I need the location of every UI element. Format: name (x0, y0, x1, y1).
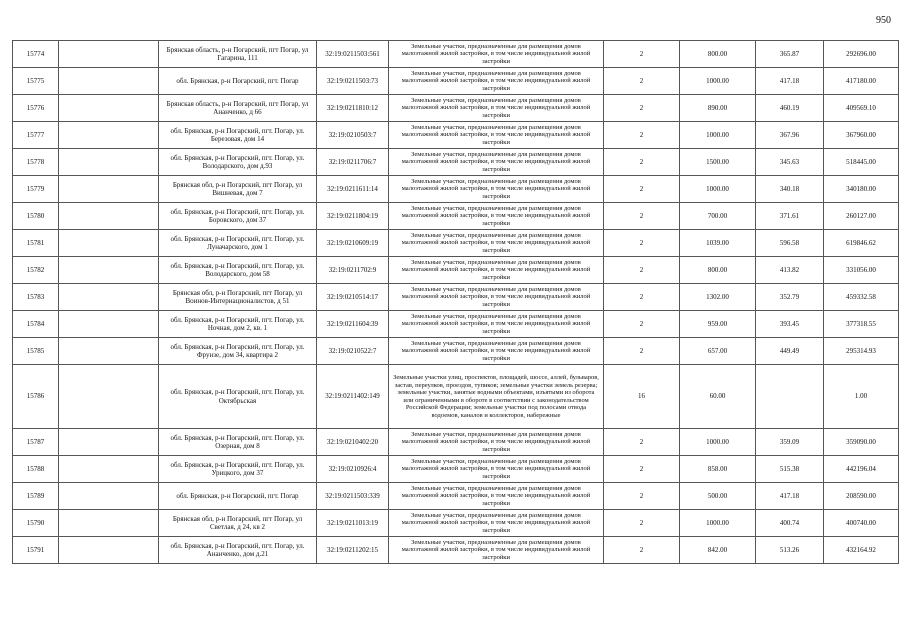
address-cell: обл. Брянская, р-н Погарский, пгт. Погар, ул. Ночная, дом 2, кв. 1 (159, 311, 317, 338)
address-cell: обл. Брянская, р-н Погарский, пгт. Погар, ул. Ананченко, дом д.21 (159, 537, 317, 564)
cadastral-value-cell: 1.00 (824, 365, 899, 429)
cadastral-number-cell: 32:19:0211604:39 (317, 311, 389, 338)
table-row (13, 122, 899, 149)
cadastral-number-cell: 32:19:0210503:7 (317, 122, 389, 149)
table-row (13, 176, 899, 203)
table-row (13, 365, 899, 429)
specific-value-cell: 413.82 (756, 257, 824, 284)
cadastral-value-cell: 417180.00 (824, 68, 899, 95)
cadastral-number-cell: 32:19:0211611:14 (317, 176, 389, 203)
area-cell: 1302.00 (680, 284, 756, 311)
area-cell: 700.00 (680, 203, 756, 230)
use-group-cell: 2 (604, 176, 680, 203)
use-group-cell: 2 (604, 510, 680, 537)
page-number: 950 (876, 15, 891, 26)
cadastral-value-cell: 359090.00 (824, 429, 899, 456)
cadastral-number-cell: 32:19:0210522:7 (317, 338, 389, 365)
cadastral-value-cell: 459332.58 (824, 284, 899, 311)
use-group-cell: 2 (604, 311, 680, 338)
land-use-cell: Земельные участки, предназначенные для размещения домов малоэтажной жилой застройки, в том числе индивидуальной жилой застройки (389, 483, 604, 510)
area-cell: 1000.00 (680, 176, 756, 203)
table-row (13, 203, 899, 230)
specific-value-cell: 417.18 (756, 68, 824, 95)
address-cell: обл. Брянская, р-н Погарский, пгт. Погар, ул. Луначарского, дом 1 (159, 230, 317, 257)
spacer-cell (59, 311, 159, 338)
cadastral-value-cell: 619846.62 (824, 230, 899, 257)
area-cell: 858.00 (680, 456, 756, 483)
table-row (13, 311, 899, 338)
row-number-cell: 15786 (13, 365, 59, 429)
table-row (13, 284, 899, 311)
row-number-cell: 15780 (13, 203, 59, 230)
use-group-cell: 2 (604, 41, 680, 68)
area-cell: 890.00 (680, 95, 756, 122)
address-cell: обл. Брянская, р-н Погарский, пгт. Погар, ул. Озерная, дом 8 (159, 429, 317, 456)
use-group-cell: 2 (604, 230, 680, 257)
cadastral-number-cell: 32:19:0211503:73 (317, 68, 389, 95)
specific-value-cell: 460.19 (756, 95, 824, 122)
row-number-cell: 15787 (13, 429, 59, 456)
area-cell: 842.00 (680, 537, 756, 564)
cadastral-value-cell: 518445.00 (824, 149, 899, 176)
area-cell: 1500.00 (680, 149, 756, 176)
table-row (13, 149, 899, 176)
specific-value-cell: 359.09 (756, 429, 824, 456)
cadastral-number-cell: 32:19:0211202:15 (317, 537, 389, 564)
table-row (13, 483, 899, 510)
row-number-cell: 15774 (13, 41, 59, 68)
cadastral-number-cell: 32:19:0211706:7 (317, 149, 389, 176)
cadastral-number-cell: 32:19:0210609:19 (317, 230, 389, 257)
row-number-cell: 15785 (13, 338, 59, 365)
specific-value-cell: 417.18 (756, 483, 824, 510)
spacer-cell (59, 41, 159, 68)
spacer-cell (59, 338, 159, 365)
use-group-cell: 16 (604, 365, 680, 429)
cadastral-number-cell: 32:19:0211702:9 (317, 257, 389, 284)
cadastral-number-cell: 32:19:0211503:561 (317, 41, 389, 68)
row-number-cell: 15775 (13, 68, 59, 95)
cadastral-value-cell: 377318.55 (824, 311, 899, 338)
land-use-cell: Земельные участки, предназначенные для размещения домов малоэтажной жилой застройки, в том числе индивидуальной жилой застройки (389, 510, 604, 537)
area-cell: 657.00 (680, 338, 756, 365)
spacer-cell (59, 203, 159, 230)
spacer-cell (59, 230, 159, 257)
area-cell: 1000.00 (680, 122, 756, 149)
spacer-cell (59, 257, 159, 284)
area-cell: 800.00 (680, 41, 756, 68)
cadastral-number-cell: 32:19:0211810:12 (317, 95, 389, 122)
address-cell: обл. Брянская, р-н Погарский, пгт. Погар, ул. Володарского, дом 58 (159, 257, 317, 284)
spacer-cell (59, 176, 159, 203)
cadastral-number-cell: 32:19:0211402:149 (317, 365, 389, 429)
area-cell: 1000.00 (680, 429, 756, 456)
address-cell: обл. Брянская, р-н Погарский, пгт. Погар, ул. Урицкого, дом 37 (159, 456, 317, 483)
cadastral-number-cell: 32:19:0211503:339 (317, 483, 389, 510)
address-cell: обл. Брянская, р-н Погарский, пгт. Погар (159, 68, 317, 95)
cadastral-value-cell: 340180.00 (824, 176, 899, 203)
row-number-cell: 15791 (13, 537, 59, 564)
cadastral-value-cell: 432164.92 (824, 537, 899, 564)
spacer-cell (59, 284, 159, 311)
land-use-cell: Земельные участки, предназначенные для размещения домов малоэтажной жилой застройки, в том числе индивидуальной жилой застройки (389, 176, 604, 203)
area-cell: 500.00 (680, 483, 756, 510)
cadastral-value-cell: 400740.00 (824, 510, 899, 537)
use-group-cell: 2 (604, 537, 680, 564)
use-group-cell: 2 (604, 456, 680, 483)
table-row (13, 257, 899, 284)
use-group-cell: 2 (604, 95, 680, 122)
cadastral-number-cell: 32:19:0210402:20 (317, 429, 389, 456)
cadastral-value-cell: 331056.00 (824, 257, 899, 284)
area-cell: 800.00 (680, 257, 756, 284)
land-use-cell: Земельные участки, предназначенные для размещения домов малоэтажной жилой застройки, в том числе индивидуальной жилой застройки (389, 95, 604, 122)
row-number-cell: 15781 (13, 230, 59, 257)
area-cell: 959.00 (680, 311, 756, 338)
spacer-cell (59, 483, 159, 510)
row-number-cell: 15776 (13, 95, 59, 122)
row-number-cell: 15790 (13, 510, 59, 537)
area-cell: 1000.00 (680, 68, 756, 95)
use-group-cell: 2 (604, 68, 680, 95)
row-number-cell: 15777 (13, 122, 59, 149)
address-cell: Брянская обл, р-н Погарский, пгт Погар, ул Вишневая, дом 7 (159, 176, 317, 203)
land-use-cell: Земельные участки, предназначенные для размещения домов малоэтажной жилой застройки, в том числе индивидуальной жилой застройки (389, 68, 604, 95)
use-group-cell: 2 (604, 149, 680, 176)
land-use-cell: Земельные участки, предназначенные для размещения домов малоэтажной жилой застройки, в том числе индивидуальной жилой застройки (389, 456, 604, 483)
use-group-cell: 2 (604, 122, 680, 149)
specific-value-cell: 371.61 (756, 203, 824, 230)
row-number-cell: 15778 (13, 149, 59, 176)
land-use-cell: Земельные участки, предназначенные для размещения домов малоэтажной жилой застройки, в том числе индивидуальной жилой застройки (389, 429, 604, 456)
specific-value-cell: 365.87 (756, 41, 824, 68)
table-row (13, 338, 899, 365)
address-cell: Брянская область, р-н Погарский, пгт Погар, ул Гагарина, 111 (159, 41, 317, 68)
use-group-cell: 2 (604, 483, 680, 510)
cadastral-number-cell: 32:19:0210926:4 (317, 456, 389, 483)
address-cell: Брянская обл, р-н Погарский, пгт Погар, ул Светлая, д 24, кв 2 (159, 510, 317, 537)
cadastral-value-cell: 442196.04 (824, 456, 899, 483)
specific-value-cell: 400.74 (756, 510, 824, 537)
row-number-cell: 15779 (13, 176, 59, 203)
land-use-cell: Земельные участки, предназначенные для размещения домов малоэтажной жилой застройки, в том числе индивидуальной жилой застройки (389, 41, 604, 68)
spacer-cell (59, 365, 159, 429)
land-use-cell: Земельные участки, предназначенные для размещения домов малоэтажной жилой застройки, в том числе индивидуальной жилой застройки (389, 537, 604, 564)
specific-value-cell: 449.49 (756, 338, 824, 365)
land-use-cell: Земельные участки, предназначенные для размещения домов малоэтажной жилой застройки, в том числе индивидуальной жилой застройки (389, 149, 604, 176)
row-number-cell: 15788 (13, 456, 59, 483)
spacer-cell (59, 122, 159, 149)
specific-value-cell: 345.63 (756, 149, 824, 176)
table-row (13, 95, 899, 122)
specific-value-cell: 352.79 (756, 284, 824, 311)
cadastral-value-cell: 208590.00 (824, 483, 899, 510)
table-row (13, 537, 899, 564)
cadastral-value-cell: 295314.93 (824, 338, 899, 365)
address-cell: Брянская область, р-н Погарский, пгт Погар, ул Ананченко, д 66 (159, 95, 317, 122)
address-cell: обл. Брянская, р-н Погарский, пгт. Погар, ул. Фрунзе, дом 34, квартира 2 (159, 338, 317, 365)
specific-value-cell: 393.45 (756, 311, 824, 338)
use-group-cell: 2 (604, 257, 680, 284)
use-group-cell: 2 (604, 338, 680, 365)
table-row (13, 230, 899, 257)
use-group-cell: 2 (604, 203, 680, 230)
registry-body (13, 41, 899, 564)
cadastral-number-cell: 32:19:0211013:19 (317, 510, 389, 537)
cadastral-number-cell: 32:19:0210514:17 (317, 284, 389, 311)
specific-value-cell: 513.26 (756, 537, 824, 564)
land-use-cell: Земельные участки, предназначенные для размещения домов малоэтажной жилой застройки, в том числе индивидуальной жилой застройки (389, 257, 604, 284)
specific-value-cell: 367.96 (756, 122, 824, 149)
use-group-cell: 2 (604, 284, 680, 311)
table-row (13, 429, 899, 456)
table-row (13, 456, 899, 483)
row-number-cell: 15784 (13, 311, 59, 338)
row-number-cell: 15782 (13, 257, 59, 284)
land-use-cell: Земельные участки, предназначенные для размещения домов малоэтажной жилой застройки, в том числе индивидуальной жилой застройки (389, 311, 604, 338)
cadastral-number-cell: 32:19:0211804:19 (317, 203, 389, 230)
table-row (13, 68, 899, 95)
address-cell: обл. Брянская, р-н Погарский, пгт. Погар, ул. Боровского, дом 37 (159, 203, 317, 230)
spacer-cell (59, 510, 159, 537)
table-row (13, 510, 899, 537)
land-use-cell: Земельные участки, предназначенные для размещения домов малоэтажной жилой застройки, в том числе индивидуальной жилой застройки (389, 203, 604, 230)
address-cell: обл. Брянская, р-н Погарский, пгт. Погар, ул. Березовая, дом 14 (159, 122, 317, 149)
specific-value-cell: 515.38 (756, 456, 824, 483)
land-use-cell: Земельные участки улиц, проспектов, площадей, шоссе, аллей, бульваров, застав, переулков, проездов, тупиков; земельные участки земель резерва; земельные участки, занятые водными объектами, изъятыми из оборота или ограниченными в обороте в соответствии с законодательством Российской Федерации; земельные участки под полосами отвода водоемов, каналов и коллекторов, набережные (389, 365, 604, 429)
land-use-cell: Земельные участки, предназначенные для размещения домов малоэтажной жилой застройки, в том числе индивидуальной жилой застройки (389, 122, 604, 149)
spacer-cell (59, 456, 159, 483)
specific-value-cell (756, 365, 824, 429)
address-cell: обл. Брянская, р-н Погарский, пгт. Погар (159, 483, 317, 510)
area-cell: 1039.00 (680, 230, 756, 257)
table-row (13, 41, 899, 68)
specific-value-cell: 340.18 (756, 176, 824, 203)
row-number-cell: 15783 (13, 284, 59, 311)
cadastral-value-cell: 292696.00 (824, 41, 899, 68)
address-cell: обл. Брянская, р-н Погарский, пгт. Погар, ул. Октябрьская (159, 365, 317, 429)
spacer-cell (59, 95, 159, 122)
land-use-cell: Земельные участки, предназначенные для размещения домов малоэтажной жилой застройки, в том числе индивидуальной жилой застройки (389, 230, 604, 257)
row-number-cell: 15789 (13, 483, 59, 510)
cadastral-value-cell: 260127.00 (824, 203, 899, 230)
area-cell: 60.00 (680, 365, 756, 429)
use-group-cell: 2 (604, 429, 680, 456)
address-cell: Брянская обл, р-н Погарский, пгт Погар, ул Воинов-Интернационалистов, д 51 (159, 284, 317, 311)
spacer-cell (59, 149, 159, 176)
cadastral-value-cell: 409569.10 (824, 95, 899, 122)
spacer-cell (59, 537, 159, 564)
address-cell: обл. Брянская, р-н Погарский, пгт. Погар, ул. Володарского, дом д.93 (159, 149, 317, 176)
land-registry-table (12, 40, 899, 564)
cadastral-value-cell: 367960.00 (824, 122, 899, 149)
area-cell: 1000.00 (680, 510, 756, 537)
land-use-cell: Земельные участки, предназначенные для размещения домов малоэтажной жилой застройки, в том числе индивидуальной жилой застройки (389, 338, 604, 365)
land-use-cell: Земельные участки, предназначенные для размещения домов малоэтажной жилой застройки, в том числе индивидуальной жилой застройки (389, 284, 604, 311)
spacer-cell (59, 68, 159, 95)
spacer-cell (59, 429, 159, 456)
specific-value-cell: 596.58 (756, 230, 824, 257)
